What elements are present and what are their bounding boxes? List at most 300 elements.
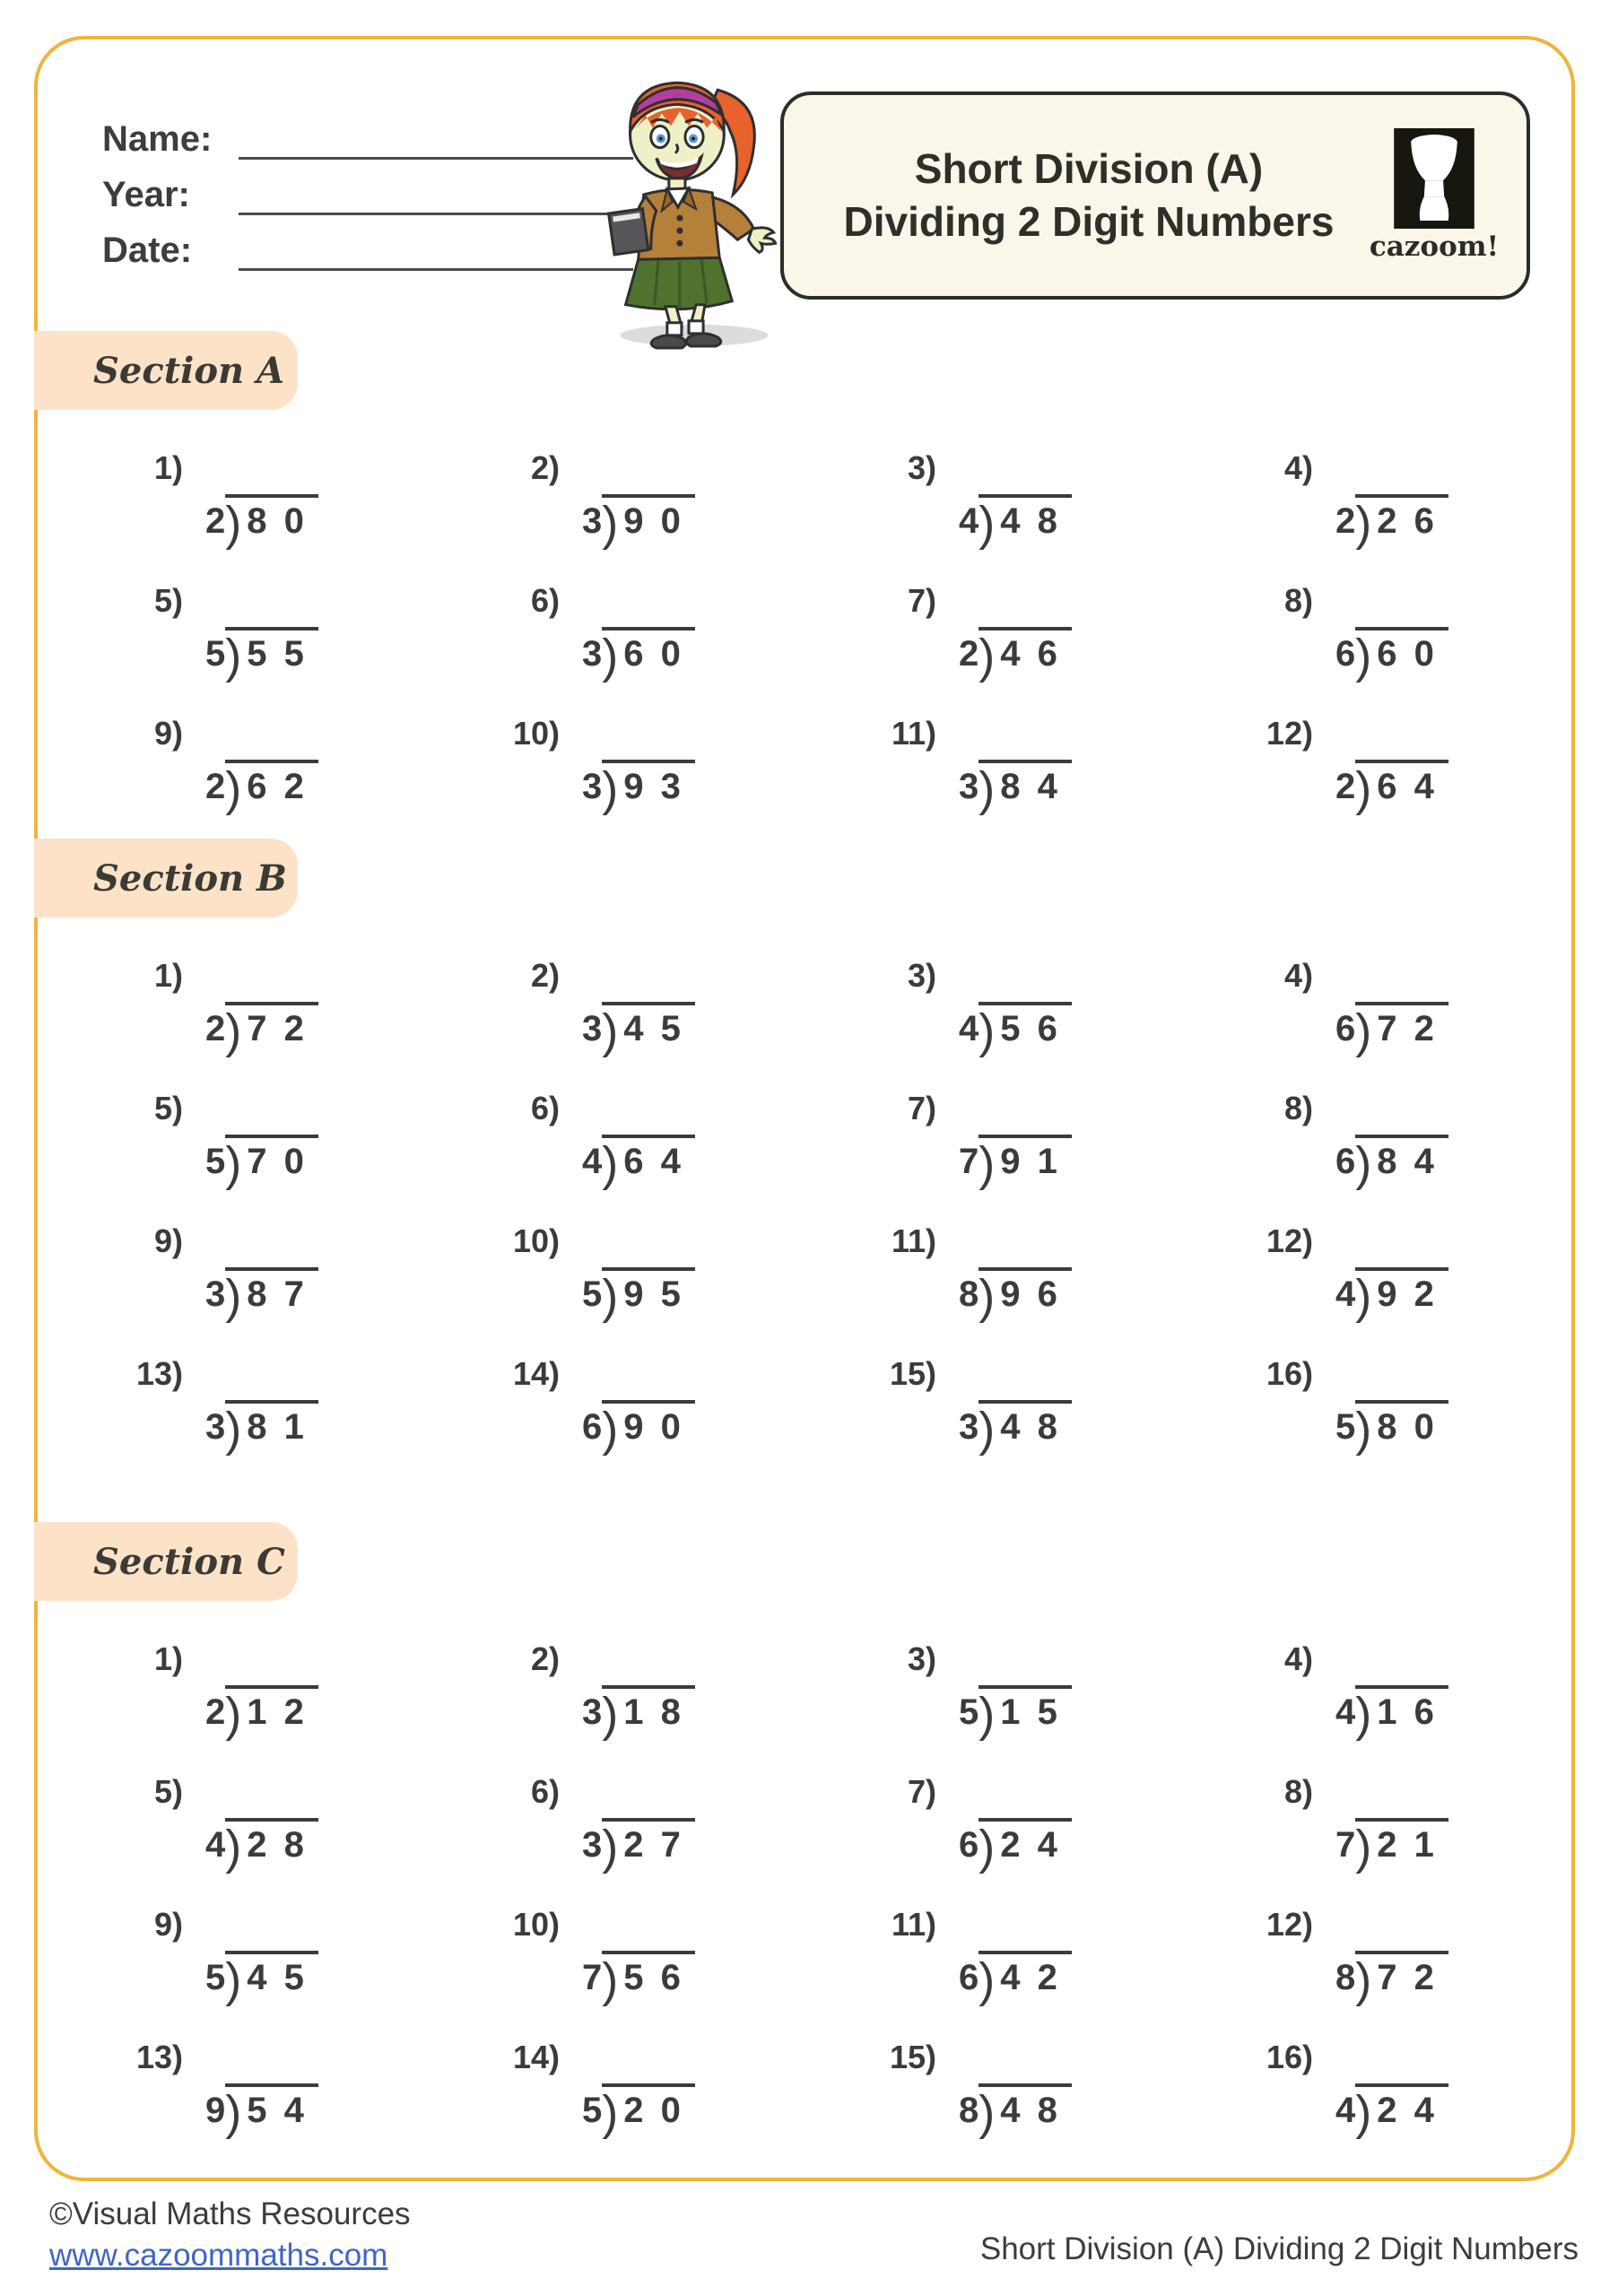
division-expression bbox=[582, 1951, 811, 2007]
division-problem bbox=[57, 957, 434, 1056]
dividend: 2 1 bbox=[1377, 1825, 1438, 1865]
division-bracket-curve: ) bbox=[225, 1687, 242, 1742]
division-expression bbox=[959, 2083, 1187, 2140]
division-problem bbox=[811, 1773, 1187, 1872]
division-bracket bbox=[979, 494, 1072, 551]
division-problem bbox=[1187, 1640, 1564, 1742]
problem-number: 10) bbox=[512, 1222, 560, 1259]
divisor: 2 bbox=[205, 767, 226, 806]
dividend: 6 4 bbox=[623, 1142, 684, 1181]
problem-number: 12) bbox=[1266, 715, 1313, 752]
problem-number: 15) bbox=[889, 1355, 936, 1392]
divisor: 4 bbox=[205, 1825, 226, 1865]
division-expression bbox=[205, 1818, 434, 1874]
division-expression bbox=[205, 760, 434, 816]
division-bracket-curve: ) bbox=[979, 2085, 996, 2140]
division-problem bbox=[57, 1773, 434, 1872]
problem-number: 14) bbox=[512, 2039, 560, 2075]
problem-number: 7) bbox=[907, 1773, 936, 1810]
division-bracket bbox=[979, 2083, 1072, 2140]
problem-number: 16) bbox=[1266, 2039, 1313, 2075]
dividend: 4 2 bbox=[1000, 1958, 1061, 1997]
dividend: 2 0 bbox=[623, 2091, 684, 2130]
division-bracket bbox=[225, 2083, 318, 2140]
dividend: 4 8 bbox=[1000, 2091, 1061, 2130]
dividend: 9 0 bbox=[623, 501, 684, 541]
divisor: 2 bbox=[959, 634, 979, 674]
division-bracket-curve: ) bbox=[225, 1402, 242, 1457]
divisor: 2 bbox=[205, 1692, 226, 1732]
section-title: Section A bbox=[93, 349, 285, 392]
division-expression bbox=[1335, 1002, 1564, 1058]
division-bracket bbox=[602, 1818, 695, 1874]
division-expression bbox=[582, 627, 811, 683]
division-expression bbox=[205, 1951, 434, 2007]
problem-number: 3) bbox=[907, 449, 936, 486]
title-line-1: Short Division (A) bbox=[914, 145, 1264, 193]
division-expression bbox=[959, 1685, 1187, 1742]
divisor: 3 bbox=[582, 1825, 603, 1865]
copyright-text: ©Visual Maths Resources bbox=[49, 2196, 411, 2231]
division-bracket-curve: ) bbox=[225, 761, 242, 816]
divisor: 5 bbox=[959, 1692, 979, 1732]
section-tab bbox=[34, 331, 298, 410]
division-expression bbox=[582, 1400, 811, 1457]
division-expression bbox=[1335, 1951, 1564, 2007]
division-bracket-curve: ) bbox=[1355, 761, 1372, 816]
divisor: 2 bbox=[1335, 767, 1356, 806]
divisor: 3 bbox=[582, 634, 603, 674]
division-problem bbox=[811, 1090, 1187, 1191]
problem-number: 2) bbox=[530, 957, 560, 994]
division-bracket bbox=[1355, 494, 1448, 551]
divisor: 3 bbox=[582, 1009, 603, 1048]
dividend: 8 0 bbox=[247, 501, 308, 541]
problem-number: 13) bbox=[135, 1355, 183, 1392]
division-bracket bbox=[225, 1135, 318, 1191]
divisor: 6 bbox=[959, 1958, 979, 1997]
division-bracket bbox=[602, 1135, 695, 1191]
division-expression bbox=[1335, 1818, 1564, 1874]
problem-number: 11) bbox=[891, 1906, 936, 1943]
division-bracket bbox=[979, 1400, 1072, 1457]
division-bracket-curve: ) bbox=[1355, 1952, 1372, 2007]
division-expression bbox=[205, 494, 434, 551]
problem-number: 3) bbox=[907, 1640, 936, 1677]
drum-icon bbox=[1393, 128, 1475, 229]
division-bracket-curve: ) bbox=[979, 1402, 996, 1457]
division-bracket-curve: ) bbox=[979, 629, 996, 683]
divisor: 3 bbox=[582, 501, 603, 541]
division-expression bbox=[205, 627, 434, 683]
division-bracket bbox=[225, 494, 318, 551]
dividend: 6 2 bbox=[247, 767, 308, 806]
dividend: 1 8 bbox=[623, 1692, 684, 1732]
division-problem bbox=[1187, 449, 1564, 551]
division-expression bbox=[959, 1267, 1187, 1324]
divisor: 6 bbox=[1335, 1142, 1356, 1181]
division-expression bbox=[582, 1267, 811, 1324]
divisor: 2 bbox=[1335, 501, 1356, 541]
problem-number: 5) bbox=[153, 1773, 183, 1810]
worksheet-title bbox=[784, 143, 1367, 248]
division-bracket-curve: ) bbox=[1355, 1136, 1372, 1191]
dividend: 5 5 bbox=[247, 634, 308, 674]
division-problem bbox=[1187, 957, 1564, 1056]
problem-number: 6) bbox=[530, 1090, 560, 1126]
divisor: 3 bbox=[205, 1407, 226, 1447]
dividend: 9 2 bbox=[1377, 1274, 1438, 1314]
division-bracket bbox=[1355, 1002, 1448, 1058]
problem-number: 6) bbox=[530, 582, 560, 619]
division-bracket bbox=[1355, 627, 1448, 683]
division-bracket-curve: ) bbox=[979, 496, 996, 551]
divisor: 6 bbox=[959, 1825, 979, 1865]
division-expression bbox=[1335, 1685, 1564, 1742]
divisor: 2 bbox=[205, 501, 226, 541]
student-info-fields bbox=[102, 104, 633, 271]
division-bracket-curve: ) bbox=[979, 1687, 996, 1742]
problem-number: 8) bbox=[1283, 582, 1313, 619]
dividend: 8 1 bbox=[247, 1407, 308, 1447]
dividend: 2 4 bbox=[1000, 1825, 1061, 1865]
division-expression bbox=[582, 1135, 811, 1191]
division-problem bbox=[811, 1906, 1187, 2005]
division-expression bbox=[959, 1818, 1187, 1874]
divisor: 4 bbox=[959, 501, 979, 541]
division-bracket-curve: ) bbox=[602, 1004, 619, 1058]
division-problem bbox=[57, 1640, 434, 1742]
footer-doc-title: Short Division (A) Dividing 2 Digit Numbers bbox=[979, 2231, 1579, 2266]
divisor: 3 bbox=[205, 1274, 226, 1314]
divisor: 6 bbox=[1335, 1009, 1356, 1048]
division-problem bbox=[57, 1090, 434, 1191]
dividend: 5 6 bbox=[1000, 1009, 1061, 1048]
division-problem bbox=[811, 1222, 1187, 1324]
dividend: 4 5 bbox=[623, 1009, 684, 1048]
problem-number: 2) bbox=[530, 449, 560, 486]
division-bracket bbox=[602, 494, 695, 551]
divisor: 5 bbox=[205, 1142, 226, 1181]
division-expression bbox=[959, 1135, 1187, 1191]
division-bracket bbox=[602, 1685, 695, 1742]
division-expression bbox=[1335, 760, 1564, 816]
division-bracket-curve: ) bbox=[602, 1402, 619, 1457]
dividend: 4 8 bbox=[1000, 1407, 1061, 1447]
problem-number: 11) bbox=[891, 1222, 936, 1259]
division-expression bbox=[959, 760, 1187, 816]
division-expression bbox=[582, 1685, 811, 1742]
division-problem bbox=[434, 1906, 811, 2005]
division-problem bbox=[57, 449, 434, 551]
division-problem bbox=[57, 1222, 434, 1324]
schoolgirl-illustration bbox=[572, 52, 813, 350]
dividend: 4 8 bbox=[1000, 501, 1061, 541]
division-bracket-curve: ) bbox=[1355, 1402, 1372, 1457]
division-bracket-curve: ) bbox=[1355, 1269, 1372, 1324]
division-bracket bbox=[979, 1002, 1072, 1058]
dividend: 9 1 bbox=[1000, 1142, 1061, 1181]
division-expression bbox=[205, 2083, 434, 2140]
division-expression bbox=[205, 1135, 434, 1191]
dividend: 8 0 bbox=[1377, 1407, 1438, 1447]
problem-grid bbox=[38, 449, 1571, 816]
division-bracket bbox=[225, 1002, 318, 1058]
division-problem bbox=[1187, 1906, 1564, 2005]
division-bracket-curve: ) bbox=[602, 761, 619, 816]
division-problem bbox=[434, 1640, 811, 1742]
divisor: 5 bbox=[205, 1958, 226, 1997]
division-bracket-curve: ) bbox=[979, 761, 996, 816]
section-title: Section C bbox=[93, 1540, 285, 1583]
division-problem bbox=[434, 449, 811, 551]
divisor: 7 bbox=[959, 1142, 979, 1181]
division-bracket-curve: ) bbox=[979, 1820, 996, 1874]
division-problem bbox=[811, 957, 1187, 1056]
year-label: Year: bbox=[102, 175, 190, 214]
division-expression bbox=[1335, 1267, 1564, 1324]
division-problem bbox=[1187, 1773, 1564, 1872]
division-problem bbox=[434, 582, 811, 681]
problem-number: 9) bbox=[153, 715, 183, 752]
division-bracket bbox=[979, 1685, 1072, 1742]
website-link[interactable]: www.cazoommaths.com bbox=[49, 2238, 388, 2273]
division-expression bbox=[582, 760, 811, 816]
dividend: 5 4 bbox=[247, 2091, 308, 2130]
division-bracket bbox=[1355, 760, 1448, 816]
dividend: 6 4 bbox=[1377, 767, 1438, 806]
section-title: Section B bbox=[93, 857, 287, 900]
divisor: 4 bbox=[582, 1142, 603, 1181]
divisor: 5 bbox=[582, 2091, 603, 2130]
division-expression bbox=[582, 2083, 811, 2140]
divisor: 5 bbox=[582, 1274, 603, 1314]
section-b bbox=[38, 839, 1571, 1457]
division-bracket bbox=[602, 2083, 695, 2140]
dividend: 9 0 bbox=[623, 1407, 684, 1447]
dividend: 8 4 bbox=[1377, 1142, 1438, 1181]
division-problem bbox=[811, 1640, 1187, 1742]
section-tab bbox=[34, 1522, 298, 1601]
section-c bbox=[38, 1522, 1571, 2140]
divisor: 8 bbox=[1335, 1958, 1356, 1997]
division-problem bbox=[1187, 1090, 1564, 1191]
problem-grid bbox=[38, 1640, 1571, 2140]
division-expression bbox=[1335, 627, 1564, 683]
problem-number: 15) bbox=[889, 2039, 936, 2075]
divisor: 4 bbox=[1335, 1692, 1356, 1732]
division-problem bbox=[434, 1090, 811, 1191]
problem-number: 13) bbox=[135, 2039, 183, 2075]
problem-number: 14) bbox=[512, 1355, 560, 1392]
problem-number: 12) bbox=[1266, 1222, 1313, 1259]
worksheet-header bbox=[38, 39, 1571, 331]
division-problem bbox=[1187, 1222, 1564, 1324]
divisor: 4 bbox=[1335, 2091, 1356, 2130]
division-problem bbox=[57, 2039, 434, 2140]
division-bracket-curve: ) bbox=[1355, 1004, 1372, 1058]
division-bracket bbox=[225, 760, 318, 816]
division-bracket bbox=[1355, 1267, 1448, 1324]
problem-number: 7) bbox=[907, 582, 936, 619]
dividend: 9 5 bbox=[623, 1274, 684, 1314]
division-problem bbox=[434, 2039, 811, 2140]
division-bracket bbox=[225, 1267, 318, 1324]
division-expression bbox=[959, 494, 1187, 551]
section-tab bbox=[34, 839, 298, 918]
division-bracket bbox=[1355, 2083, 1448, 2140]
division-bracket bbox=[979, 627, 1072, 683]
division-problem bbox=[811, 2039, 1187, 2140]
division-bracket-curve: ) bbox=[225, 1269, 242, 1324]
problem-number: 4) bbox=[1283, 957, 1313, 994]
year-field-row bbox=[102, 160, 633, 215]
date-label: Date: bbox=[102, 230, 193, 270]
dividend: 2 4 bbox=[1377, 2091, 1438, 2130]
problem-number: 7) bbox=[907, 1090, 936, 1126]
division-bracket-curve: ) bbox=[225, 1952, 242, 2007]
problem-number: 12) bbox=[1266, 1906, 1313, 1943]
division-bracket bbox=[602, 1951, 695, 2007]
divisor: 6 bbox=[582, 1407, 603, 1447]
dividend: 1 5 bbox=[1000, 1692, 1061, 1732]
dividend: 4 5 bbox=[247, 1958, 308, 1997]
divisor: 4 bbox=[959, 1009, 979, 1048]
division-bracket-curve: ) bbox=[1355, 1820, 1372, 1874]
division-bracket-curve: ) bbox=[602, 1820, 619, 1874]
divisor: 3 bbox=[959, 767, 979, 806]
division-bracket-curve: ) bbox=[602, 496, 619, 551]
division-bracket bbox=[1355, 1951, 1448, 2007]
division-bracket bbox=[1355, 1135, 1448, 1191]
division-bracket bbox=[602, 1002, 695, 1058]
division-problem bbox=[57, 1355, 434, 1457]
division-problem bbox=[434, 715, 811, 816]
division-expression bbox=[205, 1685, 434, 1742]
division-bracket bbox=[225, 1818, 318, 1874]
dividend: 7 2 bbox=[1377, 1009, 1438, 1048]
division-bracket bbox=[979, 760, 1072, 816]
problem-number: 8) bbox=[1283, 1090, 1313, 1126]
problem-number: 11) bbox=[891, 715, 936, 752]
divisor: 2 bbox=[205, 1009, 226, 1048]
division-bracket-curve: ) bbox=[602, 1952, 619, 2007]
dividend: 2 8 bbox=[247, 1825, 308, 1865]
division-problem bbox=[1187, 582, 1564, 681]
dividend: 1 6 bbox=[1377, 1692, 1438, 1732]
division-problem bbox=[811, 715, 1187, 816]
division-bracket bbox=[225, 627, 318, 683]
division-expression bbox=[205, 1002, 434, 1058]
section-a bbox=[38, 331, 1571, 816]
problem-number: 3) bbox=[907, 957, 936, 994]
division-problem bbox=[57, 1906, 434, 2005]
division-problem bbox=[1187, 1355, 1564, 1457]
division-expression bbox=[582, 1002, 811, 1058]
division-expression bbox=[1335, 2083, 1564, 2140]
division-bracket bbox=[979, 1951, 1072, 2007]
problem-number: 5) bbox=[153, 582, 183, 619]
problem-number: 1) bbox=[153, 957, 183, 994]
problem-number: 9) bbox=[153, 1222, 183, 1259]
division-expression bbox=[959, 1951, 1187, 2007]
division-expression bbox=[1335, 1135, 1564, 1191]
brand-name: cazoom! bbox=[1369, 230, 1500, 263]
division-bracket-curve: ) bbox=[979, 1136, 996, 1191]
division-bracket-curve: ) bbox=[602, 1687, 619, 1742]
division-expression bbox=[959, 627, 1187, 683]
division-bracket bbox=[979, 1267, 1072, 1324]
dividend: 1 2 bbox=[247, 1692, 308, 1732]
dividend: 5 6 bbox=[623, 1958, 684, 1997]
division-bracket bbox=[1355, 1818, 1448, 1874]
dividend: 2 6 bbox=[1377, 501, 1438, 541]
dividend: 2 7 bbox=[623, 1825, 684, 1865]
problem-number: 4) bbox=[1283, 1640, 1313, 1677]
division-problem bbox=[811, 582, 1187, 681]
division-problem bbox=[57, 582, 434, 681]
dividend: 8 7 bbox=[247, 1274, 308, 1314]
division-expression bbox=[1335, 494, 1564, 551]
division-bracket-curve: ) bbox=[225, 2085, 242, 2140]
division-bracket-curve: ) bbox=[1355, 629, 1372, 683]
division-expression bbox=[1335, 1400, 1564, 1457]
division-problem bbox=[434, 1355, 811, 1457]
division-bracket-curve: ) bbox=[1355, 2085, 1372, 2140]
problem-number: 6) bbox=[530, 1773, 560, 1810]
division-bracket bbox=[602, 627, 695, 683]
division-bracket bbox=[225, 1951, 318, 2007]
dividend: 7 2 bbox=[247, 1009, 308, 1048]
division-expression bbox=[205, 1400, 434, 1457]
division-problem bbox=[811, 1355, 1187, 1457]
problem-number: 8) bbox=[1283, 1773, 1313, 1810]
dividend: 8 4 bbox=[1000, 767, 1061, 806]
problem-number: 1) bbox=[153, 449, 183, 486]
divisor: 7 bbox=[582, 1958, 603, 1997]
division-bracket-curve: ) bbox=[979, 1952, 996, 2007]
division-expression bbox=[205, 1267, 434, 1324]
divisor: 3 bbox=[582, 1692, 603, 1732]
divisor: 4 bbox=[1335, 1274, 1356, 1314]
divisor: 3 bbox=[582, 767, 603, 806]
dividend: 9 3 bbox=[623, 767, 684, 806]
problem-number: 5) bbox=[153, 1090, 183, 1126]
division-problem bbox=[1187, 715, 1564, 816]
dividend: 7 0 bbox=[247, 1142, 308, 1181]
cazoom-logo bbox=[1367, 128, 1501, 263]
title-line-2: Dividing 2 Digit Numbers bbox=[843, 198, 1335, 245]
problem-number: 10) bbox=[512, 715, 560, 752]
division-bracket-curve: ) bbox=[225, 1820, 242, 1874]
problem-number: 4) bbox=[1283, 449, 1313, 486]
division-expression bbox=[582, 494, 811, 551]
date-field-row bbox=[102, 215, 633, 271]
division-bracket-curve: ) bbox=[602, 2085, 619, 2140]
dividend: 9 6 bbox=[1000, 1274, 1061, 1314]
divisor: 8 bbox=[959, 1274, 979, 1314]
divisor: 5 bbox=[1335, 1407, 1356, 1447]
name-field-row bbox=[102, 104, 633, 160]
division-problem bbox=[434, 1773, 811, 1872]
problem-number: 2) bbox=[530, 1640, 560, 1677]
problem-number: 9) bbox=[153, 1906, 183, 1943]
division-bracket bbox=[602, 760, 695, 816]
problem-grid bbox=[38, 957, 1571, 1457]
division-bracket-curve: ) bbox=[602, 1136, 619, 1191]
division-bracket-curve: ) bbox=[225, 629, 242, 683]
division-bracket-curve: ) bbox=[225, 1004, 242, 1058]
